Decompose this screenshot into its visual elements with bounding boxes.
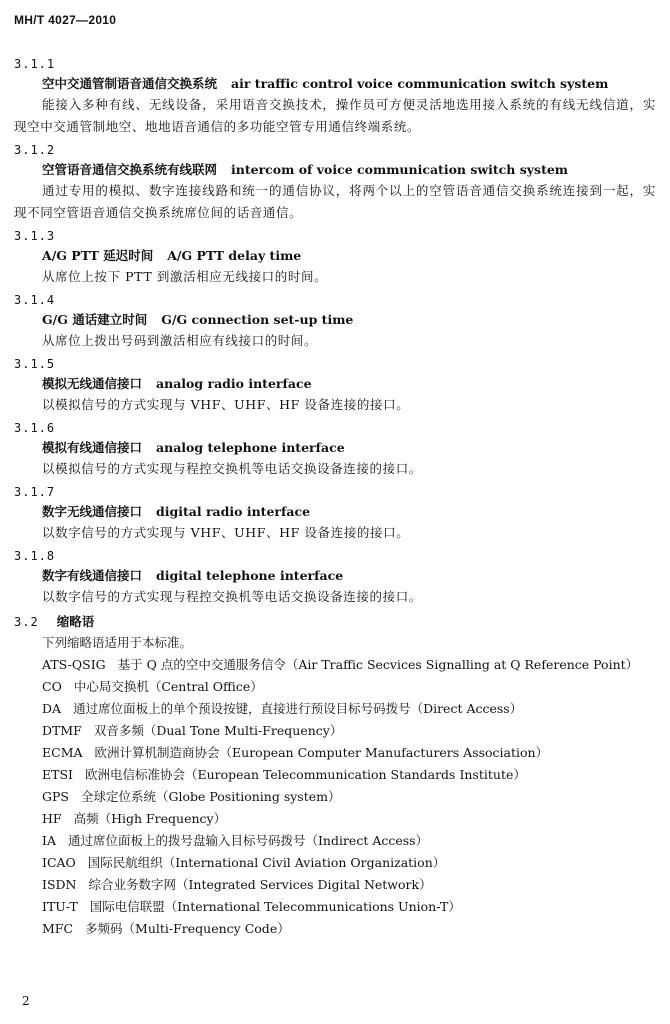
term-chinese: A/G PTT 延迟时间 (42, 248, 154, 263)
term-heading (14, 160, 656, 180)
section-number: 3.1.7 (14, 485, 56, 499)
term-english: analog telephone interface (156, 440, 345, 455)
section-number: 3.1.8 (14, 549, 56, 563)
term-chinese: G/G 通话建立时间 (42, 312, 148, 327)
definition-entry (14, 140, 656, 224)
definition-entry (14, 226, 656, 288)
term-definition: 从席位上拨出号码到激活相应有线接口的时间。 (42, 333, 318, 348)
term-definition: 能接入多种有线、无线设备，采用语音交换技术，操作员可方便灵活地选用接入系统的有线无线信道，实现空中交通管制地空、地地语音通信的多功能空管专用通信终端系统。 (14, 97, 656, 134)
term-definition: 以数字信号的方式实现与程控交换机等电话交换设备连接的接口。 (42, 589, 422, 604)
definition-entry (14, 482, 656, 544)
term-heading (14, 246, 656, 266)
abbreviation-code: ATS-QSIG (42, 657, 106, 672)
term-english: G/G connection set-up time (161, 312, 354, 327)
definition-entry (14, 290, 656, 352)
abbreviation-expansion: 综合业务数字网（Integrated Services Digital Network） (88, 877, 432, 892)
definition-entry (14, 354, 656, 416)
term-chinese: 空管语音通信交换系统有线联网 (42, 162, 218, 177)
term-heading (14, 74, 656, 94)
abbreviation-code: HF (42, 811, 62, 826)
definitions-list (14, 54, 656, 608)
definition-entry (14, 418, 656, 480)
term-english: intercom of voice communication switch system (231, 162, 569, 177)
page-number: 2 (22, 994, 30, 1008)
term-english: digital telephone interface (156, 568, 344, 583)
term-definition: 以模拟信号的方式实现与 VHF、UHF、HF 设备连接的接口。 (42, 397, 410, 412)
abbreviation-code: MFC (42, 921, 74, 936)
abbreviation-expansion: 基于 Q 点的空中交通服务信令（Air Traffic Secvices Signalling at Q Reference Point） (117, 657, 639, 672)
term-chinese: 空中交通管制语音通信交换系统 (42, 76, 218, 91)
term-chinese: 模拟无线通信接口 (42, 376, 143, 391)
abbreviation-expansion: 欧洲计算机制造商协会（European Computer Manufacturers Association） (94, 745, 549, 760)
abbreviation-code: ITU-T (42, 899, 78, 914)
section-number: 3.1.6 (14, 421, 56, 435)
abbreviation-code: DA (42, 701, 62, 716)
abbreviation-item (42, 896, 656, 918)
abbreviations-intro: 下列缩略语适用于本标准。 (42, 635, 193, 650)
abbreviation-item (42, 676, 656, 698)
term-heading (14, 566, 656, 586)
term-definition: 从席位上按下 PTT 到激活相应无线接口的时间。 (42, 269, 328, 284)
section-number: 3.1.5 (14, 357, 56, 371)
term-heading (14, 438, 656, 458)
term-english: air traffic control voice communication switch system (231, 76, 609, 91)
abbreviations-heading (14, 612, 656, 632)
section-number: 3.1.1 (14, 57, 56, 71)
abbreviation-expansion: 国际电信联盟（International Telecommunications Union-T） (89, 899, 461, 914)
section-number: 3.1.3 (14, 229, 56, 243)
term-english: A/G PTT delay time (167, 248, 302, 263)
term-definition: 通过专用的模拟、数字连接线路和统一的通信协议，将两个以上的空管语音通信交换系统连接到一起，实现不同空管语音通信交换系统席位间的话音通信。 (14, 183, 656, 220)
abbreviation-item (42, 742, 656, 764)
section-number: 3.1.4 (14, 293, 56, 307)
abbreviation-code: ECMA (42, 745, 83, 760)
definition-entry (14, 54, 656, 138)
abbreviation-expansion: 中心局交换机（Central Office） (73, 679, 263, 694)
abbreviation-code: ICAO (42, 855, 76, 870)
abbreviations-section (14, 612, 656, 940)
document-body (14, 52, 656, 940)
abbreviation-code: IA (42, 833, 56, 848)
term-heading (14, 502, 656, 522)
abbreviation-expansion: 高频（High Frequency） (73, 811, 227, 826)
abbreviation-item (42, 852, 656, 874)
section-number: 3.2 (14, 615, 39, 629)
abbreviation-expansion: 欧洲电信标准协会（European Telecommunication Standards Institute） (84, 767, 526, 782)
abbreviation-code: DTMF (42, 723, 82, 738)
standard-id-header: MH/T 4027—2010 (14, 13, 117, 27)
term-chinese: 数字无线通信接口 (42, 504, 143, 519)
term-heading (14, 374, 656, 394)
abbreviation-expansion: 多频码（Multi-Frequency Code） (85, 921, 290, 936)
abbreviation-code: GPS (42, 789, 69, 804)
term-english: analog radio interface (156, 376, 312, 391)
term-definition: 以数字信号的方式实现与 VHF、UHF、HF 设备连接的接口。 (42, 525, 410, 540)
abbreviation-code: ISDN (42, 877, 77, 892)
abbreviation-expansion: 通过席位面板上的拨号盘输入目标号码拨号（Indirect Access） (67, 833, 429, 848)
abbreviation-code: ETSI (42, 767, 73, 782)
term-heading (14, 310, 656, 330)
term-english: digital radio interface (156, 504, 311, 519)
abbreviation-item (42, 918, 656, 940)
abbreviation-item (42, 786, 656, 808)
section-number: 3.1.2 (14, 143, 56, 157)
abbreviation-item (42, 874, 656, 896)
abbreviation-item (42, 764, 656, 786)
abbreviation-code: CO (42, 679, 62, 694)
abbreviation-expansion: 通过席位面板上的单个预设按键，直接进行预设目标号码拨号（Direct Access） (73, 701, 523, 716)
abbreviation-item (42, 720, 656, 742)
definition-entry (14, 546, 656, 608)
abbreviation-expansion: 国际民航组织（International Civil Aviation Organization） (87, 855, 446, 870)
term-chinese: 模拟有线通信接口 (42, 440, 143, 455)
abbreviation-item (42, 808, 656, 830)
abbreviation-expansion: 全球定位系统（Globe Positioning system） (80, 789, 341, 804)
abbreviation-expansion: 双音多频（Dual Tone Multi-Frequency） (93, 723, 343, 738)
section-title: 缩略语 (56, 614, 95, 629)
abbreviations-list (14, 654, 656, 940)
abbreviation-item (42, 698, 656, 720)
abbreviation-item (42, 830, 656, 852)
term-definition: 以模拟信号的方式实现与程控交换机等电话交换设备连接的接口。 (42, 461, 422, 476)
term-chinese: 数字有线通信接口 (42, 568, 143, 583)
abbreviation-item (42, 654, 656, 676)
